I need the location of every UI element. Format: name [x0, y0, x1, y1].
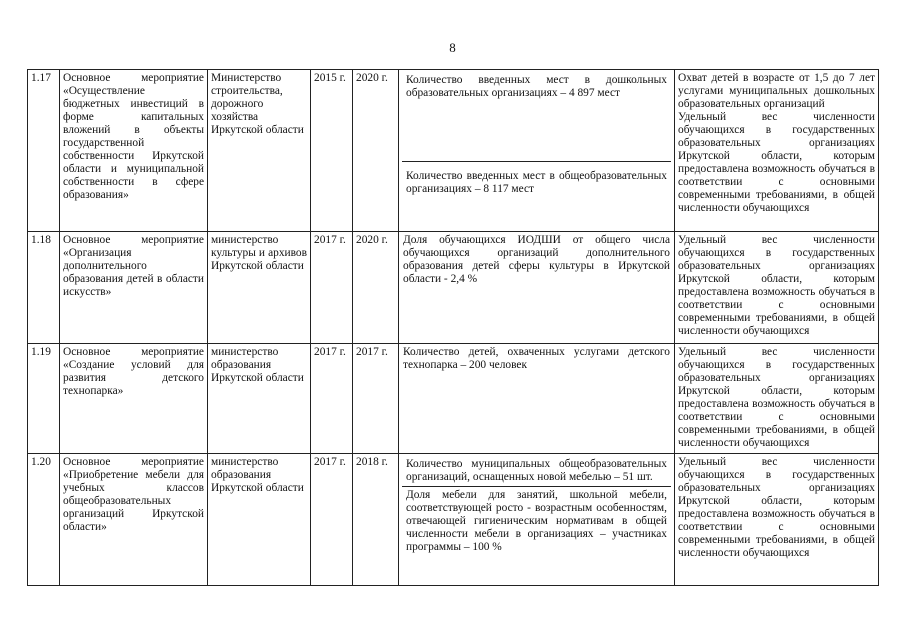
indicator-text: Удельный вес численности обучающихся в государственных образовательных организациях Иркутской области, которым предоставлена возможность обучаться в соответствии с основными современными требованиями, в общей численности обучающихся [678, 111, 875, 214]
end-year-cell: 2017 г. [353, 344, 399, 454]
measure-cell: Основное мероприятие «Организация дополнительного образования детей в области искусств» [60, 232, 208, 344]
page-number: 8 [449, 40, 456, 55]
measure-cell: Основное мероприятие «Приобретение мебели для учебных классов общеобразовательных организаций Иркутской области» [60, 454, 208, 586]
result-text: Количество детей, охваченных услугами детского технопарка – 200 человек [403, 346, 670, 371]
row-number: 1.20 [28, 454, 60, 586]
executor-cell: министерство образования Иркутской области [208, 454, 311, 586]
measures-table [27, 69, 879, 586]
measure-cell: Основное мероприятие «Создание условий для развития детского технопарка» [60, 344, 208, 454]
executor-cell: министерство образования Иркутской области [208, 344, 311, 454]
result-text: Количество введенных мест в дошкольных образовательных организациях – 4 897 мест [406, 74, 667, 99]
table-row [28, 232, 879, 344]
executor-cell: министерство культуры и архивов Иркутской области [208, 232, 311, 344]
row-number: 1.19 [28, 344, 60, 454]
result-text: Доля мебели для занятий, школьной мебели, соответствующей росто - возрастным особенностям, отвечающей гигиеническим нормативам в общей численности мебели в организациях – участниках программы – 100 % [402, 486, 671, 556]
results-cell [399, 232, 675, 344]
indicator-cell: Удельный вес численности обучающихся в государственных образовательных организациях Иркутской области, которым предоставлена возможность обучаться в соответствии с основными современными требованиями, в общей численности обучающихся [675, 232, 879, 344]
results-cell [399, 344, 675, 454]
end-year-cell: 2018 г. [353, 454, 399, 586]
result-text: Количество введенных мест в общеобразовательных организациях – 8 117 мест [402, 161, 671, 198]
end-year-cell: 2020 г. [353, 232, 399, 344]
row-number: 1.18 [28, 232, 60, 344]
result-text: Доля обучающихся ИОДШИ от общего числа обучающихся организаций дополнительного образования детей сферы культуры в Иркутской области - 2,4 % [403, 234, 670, 285]
measure-cell: Основное мероприятие «Осуществление бюджетных инвестиций в форме капитальных вложений в объекты государственной собственности Иркутской области и муниципальной собственности в сфере образования» [60, 70, 208, 232]
start-year-cell: 2017 г. [311, 232, 353, 344]
start-year-cell: 2015 г. [311, 70, 353, 232]
result-text: Количество муниципальных общеобразовательных организаций, оснащенных новой мебелью – 51 шт. [406, 458, 667, 483]
table-row [28, 70, 879, 232]
indicator-cell [675, 70, 879, 232]
results-cell [399, 70, 675, 232]
indicator-cell: Удельный вес численности обучающихся в государственных образовательных организациях Иркутской области, которым предоставлена возможность обучаться в соответствии с основными современными требованиями, в общей численности обучающихся [675, 344, 879, 454]
start-year-cell: 2017 г. [311, 454, 353, 586]
indicator-cell: Удельный вес численности обучающихся в государственных образовательных организациях Иркутской области, которым предоставлена возможность обучаться в соответствии с основными современными требованиями, в общей численности обучающихся [675, 454, 879, 586]
executor-cell: Министерство строительства, дорожного хозяйства Иркутской области [208, 70, 311, 232]
table-row [28, 454, 879, 586]
indicator-text: Охват детей в возрасте от 1,5 до 7 лет услугами муниципальных дошкольных образовательных организаций [678, 72, 875, 110]
start-year-cell: 2017 г. [311, 344, 353, 454]
end-year-cell: 2020 г. [353, 70, 399, 232]
row-number: 1.17 [28, 70, 60, 232]
table-row [28, 344, 879, 454]
results-cell [399, 454, 675, 586]
